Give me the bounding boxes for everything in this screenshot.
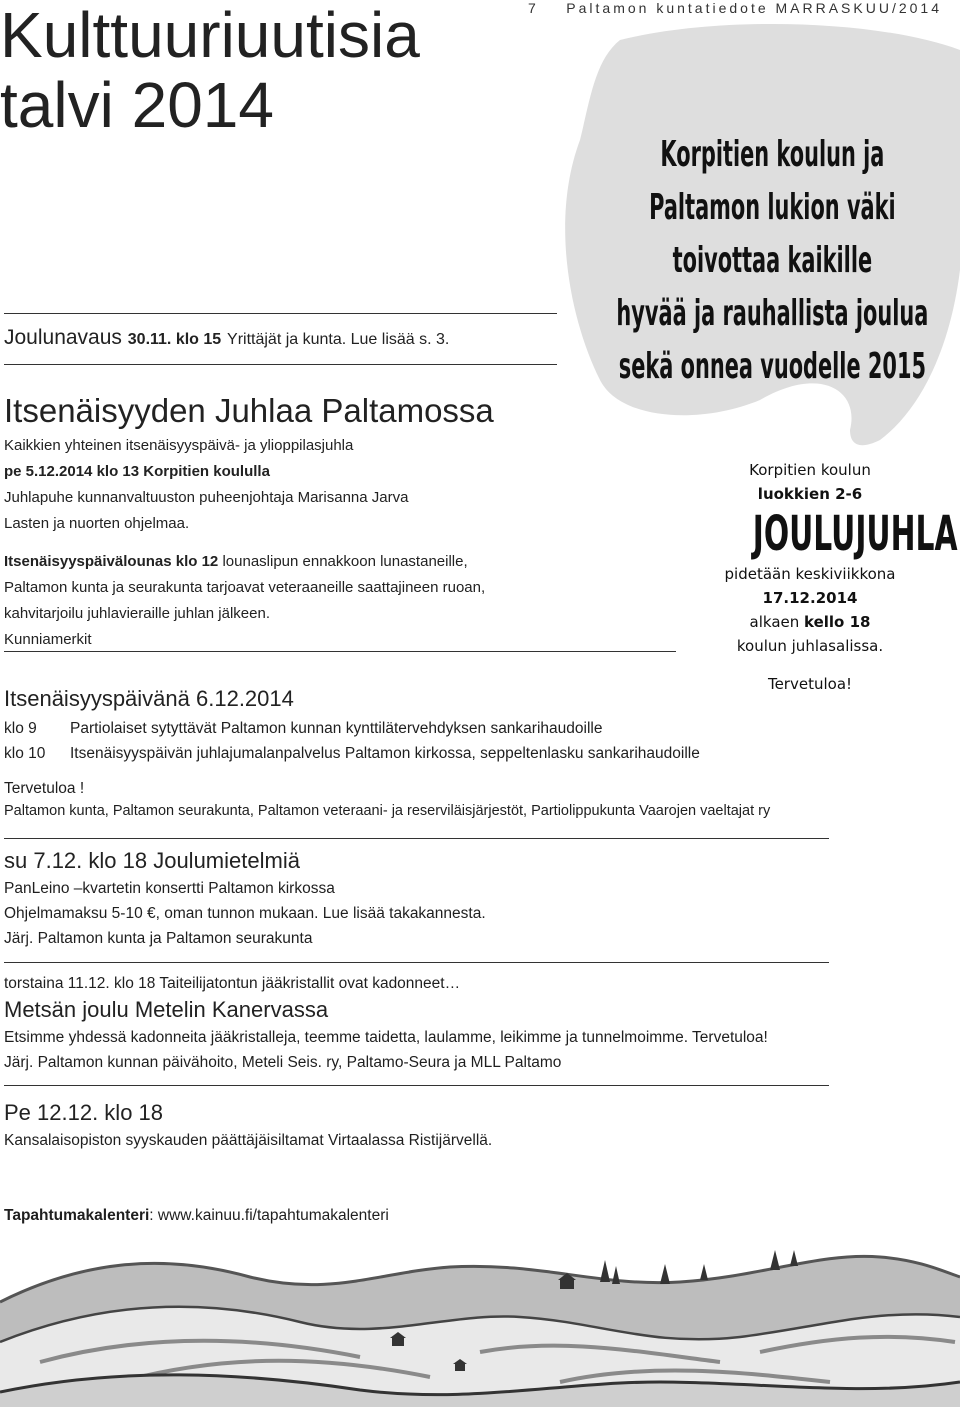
page-title: Kulttuuriuutisia talvi 2014 <box>0 0 420 141</box>
divider <box>4 364 557 365</box>
divider <box>4 838 829 839</box>
publication-name: Paltamon kuntatiedote MARRASKUU/2014 <box>566 0 942 16</box>
tapahtumakalenteri-line: Tapahtumakalenteri: www.kainuu.fi/tapahtumakalenteri <box>4 1207 389 1224</box>
page-number: 7 <box>527 0 539 16</box>
divider <box>4 651 676 652</box>
joulumietelmia-heading: su 7.12. klo 18 Joulumietelmiä <box>4 848 300 873</box>
joulumietelmia-block: PanLeino –kvartetin konsertti Paltamon kirkossa Ohjelmamaksu 5-10 €, oman tunnon mukaan. Lue lisää takakannesta. Järj. Paltamon kunta ja Paltamon seurakunta <box>4 880 486 947</box>
pe1212-text: Kansalaisopiston syyskauden päättäjäisiltamat Virtaalassa Ristijärvellä. <box>4 1132 493 1149</box>
divider <box>4 962 829 963</box>
paiva-heading: Itsenäisyyspäivänä 6.12.2014 <box>4 686 294 711</box>
greeting-text: Korpitien koulun ja Paltamon lukion väki toivottaa kaikille hyvää ja rauhallista joulua sekä onnea vuodelle 2015 <box>616 134 929 387</box>
paiva-welcome: Tervetuloa ! <box>4 780 85 797</box>
joulunavaus-line: Joulunavaus 30.11. klo 15 Yrittäjät ja kunta. Lue lisää s. 3. <box>4 326 450 349</box>
itsenaisyys-heading: Itsenäisyyden Juhlaa Paltamossa <box>4 392 494 429</box>
paiva-schedule <box>4 716 700 766</box>
pe1212-heading: Pe 12.12. klo 18 <box>4 1100 164 1125</box>
metsan-pre: torstaina 11.12. klo 18 Taiteilijatontun jääkristallit ovat kadonneet… <box>4 975 461 992</box>
schedule-row: klo 9 Partiolaiset sytyttävät Paltamon kunnan kynttilätervehdyksen sankarihaudoille <box>4 720 603 737</box>
metsan-heading: Metsän joulu Metelin Kanervassa <box>4 997 329 1022</box>
itsenaisyys-block: Kaikkien yhteinen itsenäisyyspäivä- ja ylioppilasjuhla pe 5.12.2014 klo 13 Korpitien koululla Juhlapuhe kunnanvaltuuston puheenjohtaja Marisanna Jarva Lasten ja nuorten ohjelmaa. Itsenäisyyspäivälounas klo 12 lounaslipun ennakkoon lunastaneille, Paltamon kunta ja seurakunta tarjoavat veteraaneille saattajineen ruoan, kahvitarjoilu juhlavieraille juhlan jälkeen. Kunniamerkit <box>4 437 486 648</box>
page-header <box>528 0 942 16</box>
paiva-organizers: Paltamon kunta, Paltamon seurakunta, Paltamon veteraani- ja reserviläisjärjestöt, Partiolippukunta Vaarojen vaeltajat ry <box>4 803 771 819</box>
landscape-illustration <box>0 1232 960 1407</box>
joulujuhla-notice: Korpitien koulun luokkien 2-6 JOULUJUHLA pidetään keskiviikkona 17.12.2014 alkaen kello 18 koulun juhlasalissa. Tervetuloa! <box>724 461 958 693</box>
schedule-row: klo 10 Itsenäisyyspäivän juhlajumalanpalvelus Paltamon kirkossa, seppeltenlasku sankarihaudoille <box>4 745 700 762</box>
metsan-block: Etsimme yhdessä kadonneita jääkristalleja, teemme taidetta, laulamme, leikimme ja tunnelmoimme. Tervetuloa! Järj. Paltamon kunnan päivähoito, Meteli Seis. ry, Paltamo-Seura ja MLL Paltamo <box>4 1029 768 1071</box>
divider <box>4 1085 829 1086</box>
divider <box>4 313 557 314</box>
tapahtumakalenteri-link[interactable]: www.kainuu.fi/tapahtumakalenteri <box>157 1207 389 1224</box>
